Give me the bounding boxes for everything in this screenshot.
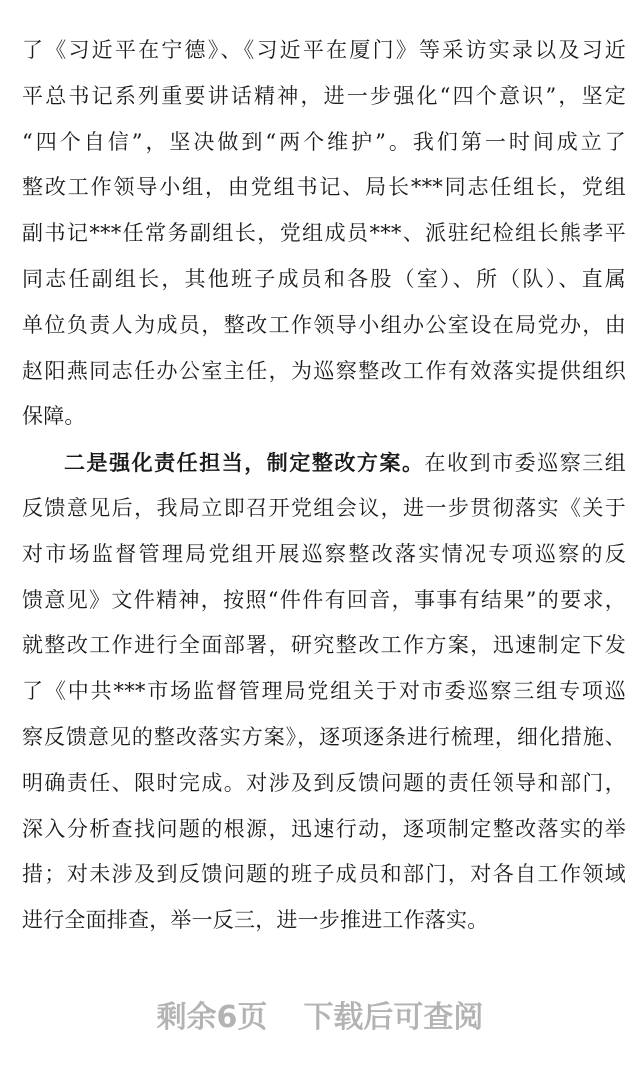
text-line: 对市场监督管理局党组开展巡察整改落实情况专项巡察的反 — [22, 541, 626, 566]
text-line: “四个自信”，坚决做到“两个维护”。我们第一时间成立了 — [22, 129, 626, 154]
text-line: 反馈意见后，我局立即召开党组会议，进一步贯彻落实《关于 — [22, 495, 626, 520]
text-line: 赵阳燕同志任办公室主任，为巡察整改工作有效落实提供组织 — [22, 358, 626, 383]
text-line: 就整改工作进行全面部署，研究整改工作方案，迅速制定下发 — [22, 633, 626, 658]
paragraph-2-first-rest: 在收到市委巡察三组 — [424, 451, 626, 476]
download-banner[interactable] — [0, 992, 640, 1036]
text-line: 整改工作领导小组，由党组书记、局长***同志任组长，党组 — [22, 175, 626, 200]
text-line: 副书记***任常务副组长，党组成员***、派驻纪检组长熊孝平 — [22, 221, 626, 246]
text-line: 馈意见》文件精神，按照“件件有回音，事事有结果”的要求， — [22, 587, 626, 612]
paragraph-heading: 二是强化责任担当，制定整改方案。 — [64, 450, 425, 476]
download-prompt-label: 下载后可查阅 — [303, 1000, 484, 1035]
text-line: 平总书记系列重要讲话精神，进一步强化“四个意识”，坚定 — [22, 83, 626, 108]
text-line: 了《中共***市场监督管理局党组关于对市委巡察三组专项巡 — [22, 679, 626, 704]
text-line: 措；对未涉及到反馈问题的班子成员和部门，对各自工作领域 — [22, 862, 626, 887]
text-line: 了《习近平在宁德》、《习近平在厦门》等采访实录以及习近 — [22, 38, 626, 62]
text-line: 保障。 — [22, 404, 86, 429]
text-line: 同志任副组长，其他班子成员和各股（室）、所（队）、直属 — [22, 266, 626, 291]
text-line: 明确责任、限时完成。对涉及到反馈问题的责任领导和部门， — [22, 770, 626, 795]
text-line: 深入分析查找问题的根源，迅速行动，逐项制定整改落实的举 — [22, 816, 626, 841]
text-line: 察反馈意见的整改落实方案》，逐项逐条进行梳理，细化措施、 — [22, 724, 626, 749]
paragraph-2-first-line — [22, 440, 626, 486]
remaining-pages-label: 剩余6页 — [156, 1000, 268, 1035]
document-body — [22, 28, 626, 944]
text-line: 单位负责人为成员，整改工作领导小组办公室设在局党办，由 — [22, 312, 626, 337]
text-line: 进行全面排查，举一反三，进一步推进工作落实。 — [22, 908, 489, 933]
